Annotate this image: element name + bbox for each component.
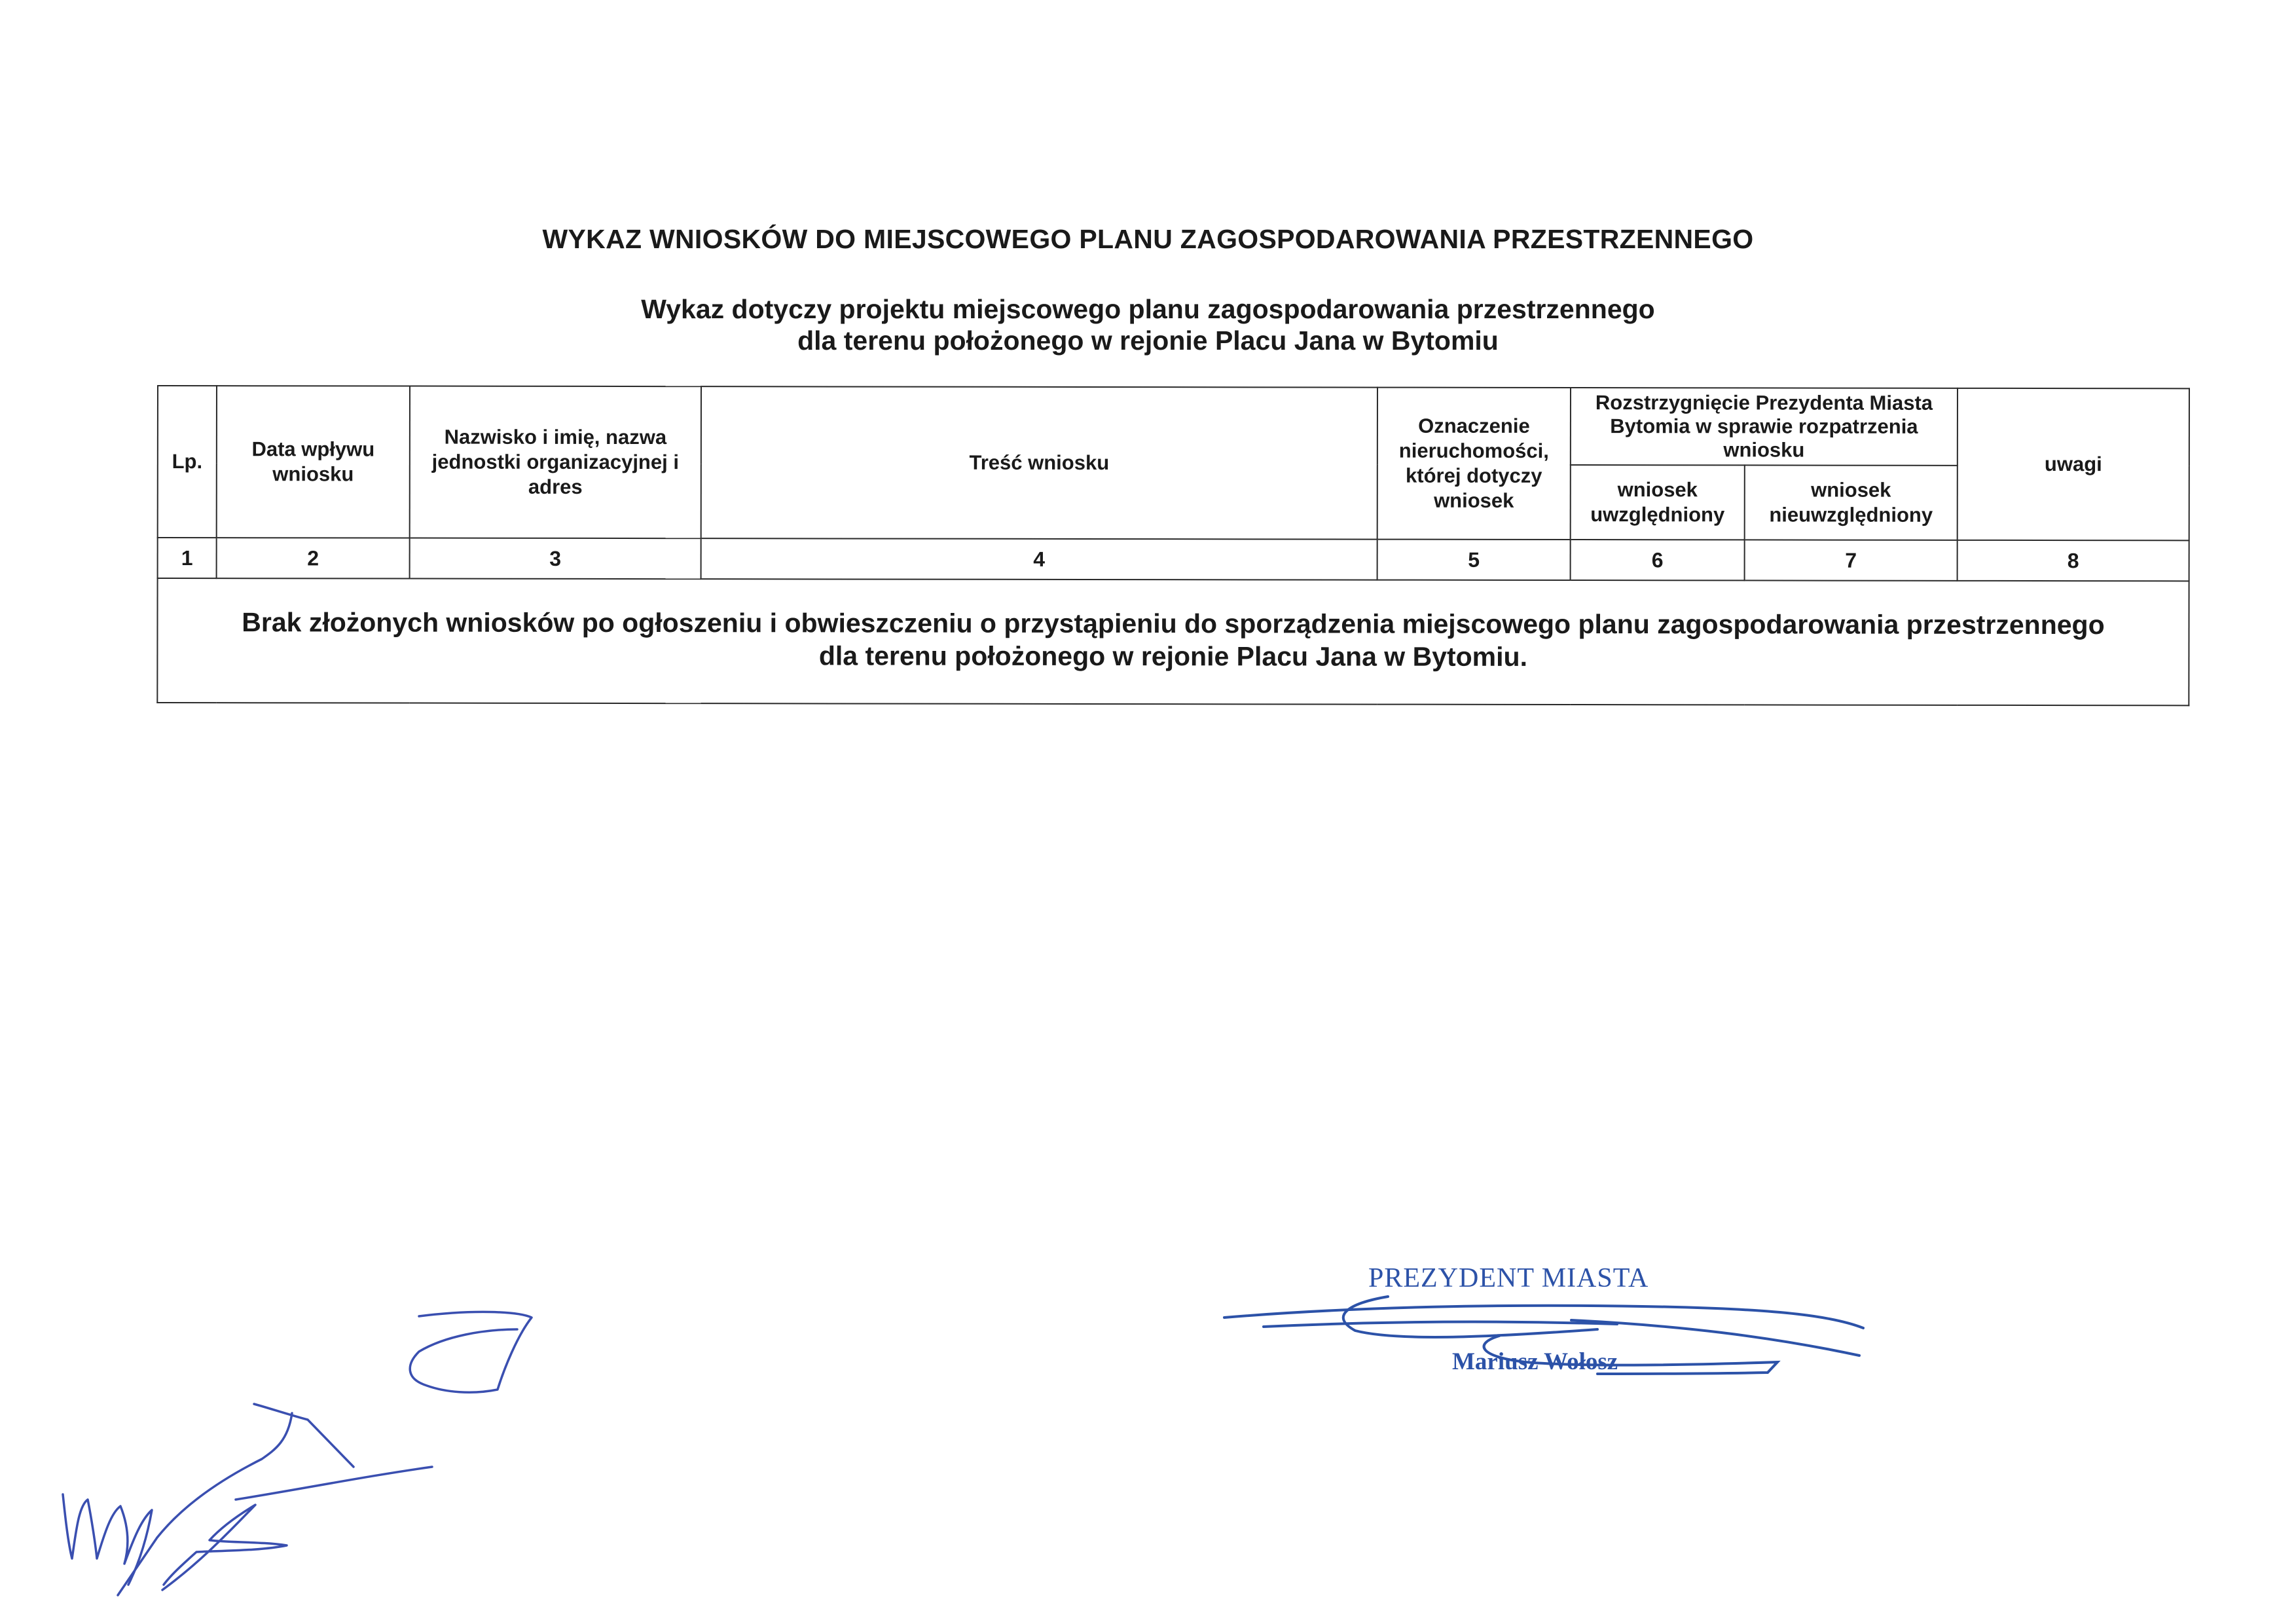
- header-row-1: [158, 386, 2189, 466]
- note-line-1: Brak złożonych wniosków po ogłoszeniu i obwieszczeniu o przystąpieniu do sporządzenia miejscowego planu zagospodarowania przestrzennego: [242, 607, 2105, 640]
- column-number: 4: [701, 538, 1377, 580]
- header-data-wplywu: Data wpływu wniosku: [217, 386, 410, 538]
- table-container: [156, 385, 2189, 706]
- column-number: 7: [1745, 540, 1958, 580]
- header-oznaczenie: Oznaczenie nieruchomości, której dotyczy wniosek: [1377, 388, 1571, 540]
- subtitle-line-1: Wykaz dotyczy projektu miejscowego planu zagospodarowania przestrzennego: [641, 294, 1655, 324]
- column-number: 3: [410, 538, 701, 580]
- document-subtitle: [0, 293, 2296, 356]
- column-number: 2: [217, 538, 410, 578]
- header-lp: Lp.: [158, 386, 217, 538]
- header-uwagi: uwagi: [1958, 388, 2189, 540]
- column-number: 6: [1571, 540, 1745, 580]
- column-number: 1: [158, 538, 217, 578]
- header-tresc: Treść wniosku: [701, 386, 1377, 539]
- note-line-2: dla terenu położonego w rejonie Placu Jana w Bytomiu.: [818, 640, 1528, 672]
- document-title: WYKAZ WNIOSKÓW DO MIEJSCOWEGO PLANU ZAGOSPODAROWANIA PRZESTRZENNEGO: [542, 224, 1754, 254]
- signature-stamp-title: PREZYDENT MIASTA: [1368, 1263, 1649, 1293]
- subtitle-line-2: dla terenu położonego w rejonie Placu Jana w Bytomiu: [797, 325, 1499, 356]
- header-nazwisko: Nazwisko i imię, nazwa jednostki organizacyjnej i adres: [410, 386, 701, 539]
- signature-stamp-name: Mariusz Wołosz: [1452, 1348, 1618, 1375]
- note-row: [157, 578, 2189, 705]
- no-applications-note: [157, 578, 2189, 705]
- applications-table: [156, 385, 2190, 706]
- column-number-row: [158, 538, 2189, 581]
- header-nieuwzgledniony: wniosek nieuwzględniony: [1745, 465, 1958, 540]
- header-uwzgledniony: wniosek uwzględniony: [1571, 465, 1745, 540]
- column-number: 8: [1958, 540, 2189, 581]
- column-number: 5: [1377, 540, 1571, 580]
- initials-scribbles: [63, 1312, 532, 1595]
- header-rozstrzygniecie: Rozstrzygnięcie Prezydenta Miasta Bytomia w sprawie rozpatrzenia wniosku: [1571, 388, 1958, 466]
